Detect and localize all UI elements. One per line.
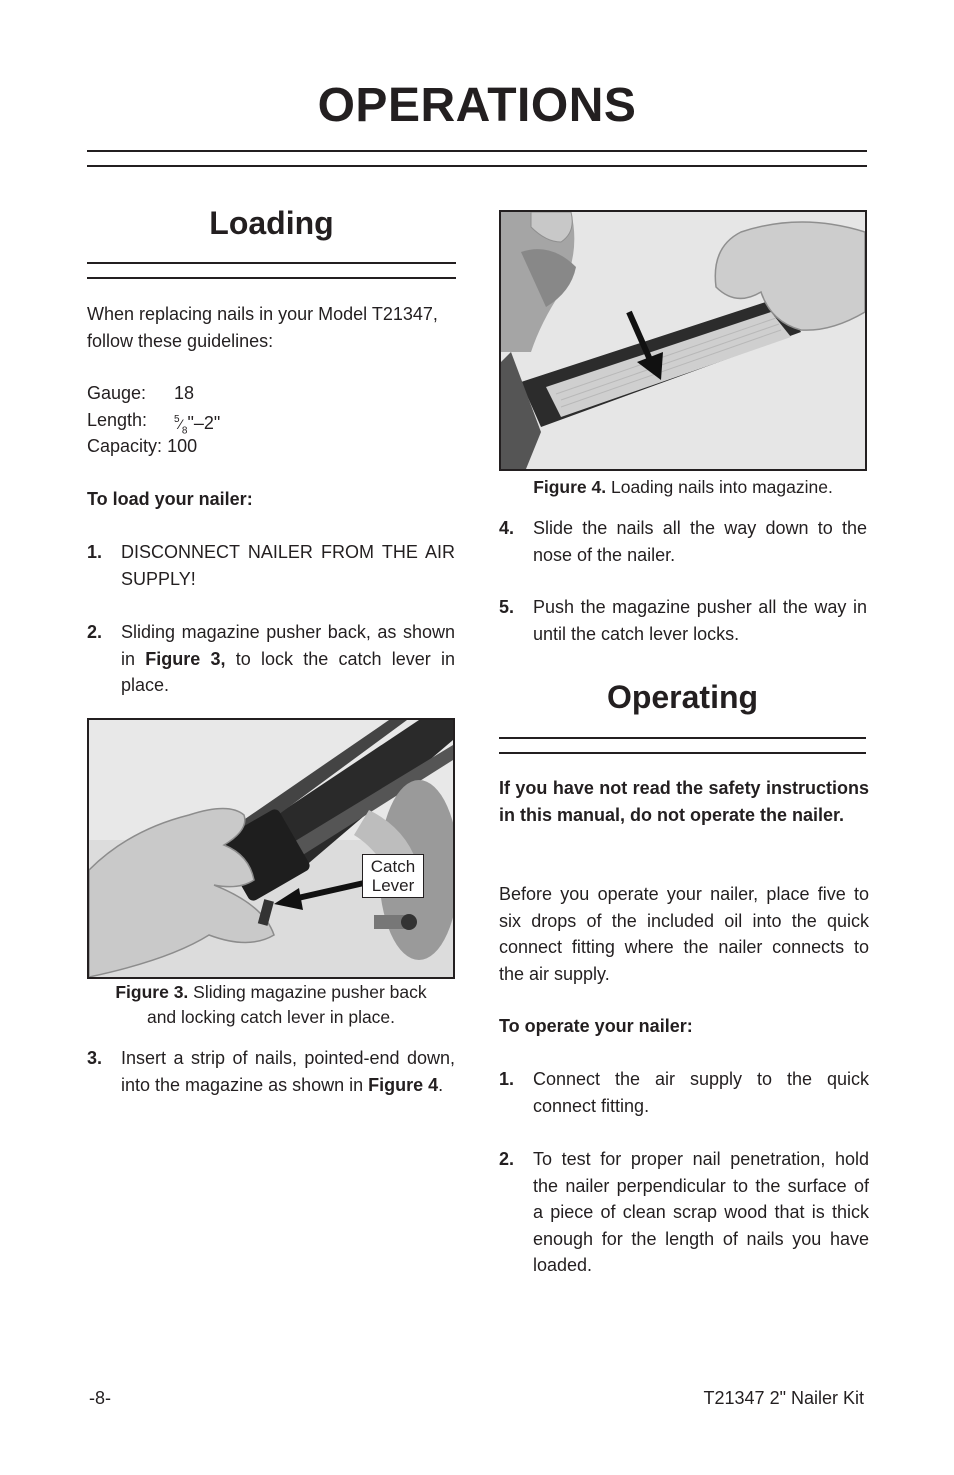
operating-rule-top [499, 737, 866, 739]
safety-warning: If you have not read the safety instructions in this manual, do not operate the nailer. [499, 778, 869, 825]
step-text: DISCONNECT NAILER FROM THE AIR SUPPLY! [121, 542, 455, 589]
step-text: Insert a strip of nails, pointed-end down, into the magazine as shown in Figure 4. [121, 1048, 455, 1095]
step-text: Sliding magazine pusher back, as shown in Figure 3, to lock the catch lever in place. [121, 622, 455, 695]
figure-3-illustration [89, 720, 453, 977]
step-text: Slide the nails all the way down to the nose of the nailer. [533, 518, 867, 565]
operate-step-2 [499, 1146, 869, 1281]
catch-lever-callout: Catch Lever [362, 854, 424, 898]
loading-intro: When replacing nails in your Model T21347, follow these guidelines: [87, 304, 438, 351]
loading-rule-bottom [87, 277, 456, 279]
footer-product-name: T21347 2" Nailer Kit [703, 1388, 864, 1408]
figure-3-caption: Figure 3. Sliding magazine pusher back and locking catch lever in place. [115, 982, 427, 1027]
figure-3-photo [87, 718, 455, 979]
spec-length [87, 407, 221, 437]
step-text: Connect the air supply to the quick connect fitting. [533, 1069, 869, 1116]
step-number: 4. [499, 518, 515, 538]
spec-capacity [87, 433, 197, 460]
load-step-4 [499, 515, 867, 569]
page-title: OPERATIONS [317, 79, 637, 132]
step-number: 1. [87, 542, 103, 562]
load-subheading: To load your nailer: [87, 489, 253, 509]
step-number: 3. [87, 1048, 103, 1068]
step-text: Push the magazine pusher all the way in until the catch lever locks. [533, 597, 867, 644]
step-number: 5. [499, 597, 515, 617]
spec-label: Capacity: [87, 436, 163, 456]
operating-rule-bottom [499, 752, 866, 754]
figure-4-illustration [501, 212, 865, 469]
operate-subheading: To operate your nailer: [499, 1016, 693, 1036]
step-number: 2. [87, 622, 103, 642]
load-step-2 [87, 619, 455, 699]
page-number: -8- [89, 1388, 111, 1408]
step-text: To test for proper nail penetration, hold the nailer perpendicular to the surface of a piece of clean scrap wood that is thick enough for the length of nails you have loaded. [533, 1149, 869, 1275]
loading-rule-top [87, 262, 456, 264]
oil-instructions: Before you operate your nailer, place five to six drops of the included oil into the quick connect fitting where the nailer connects to the air supply. [499, 884, 869, 984]
load-step-3 [87, 1045, 455, 1125]
spec-value: 100 [167, 436, 198, 456]
figure-4-caption: Figure 4. Loading nails into magazine. [533, 477, 833, 497]
operate-step-1 [499, 1066, 869, 1120]
spec-value: $^5⁄_8"-2$" [174, 413, 221, 437]
title-rule-bottom [87, 165, 867, 167]
spec-value: 18 [174, 383, 195, 403]
spec-label: Length: [87, 410, 148, 430]
load-step-1 [87, 539, 455, 593]
load-step-5 [499, 594, 867, 648]
spec-label: Gauge: [87, 383, 147, 403]
figure-4-photo [499, 210, 867, 471]
loading-heading: Loading [209, 205, 334, 241]
operating-heading: Operating [606, 679, 759, 715]
step-number: 1. [499, 1069, 515, 1089]
spec-gauge [87, 380, 195, 407]
step-number: 2. [499, 1149, 515, 1169]
title-rule-top [87, 150, 867, 152]
